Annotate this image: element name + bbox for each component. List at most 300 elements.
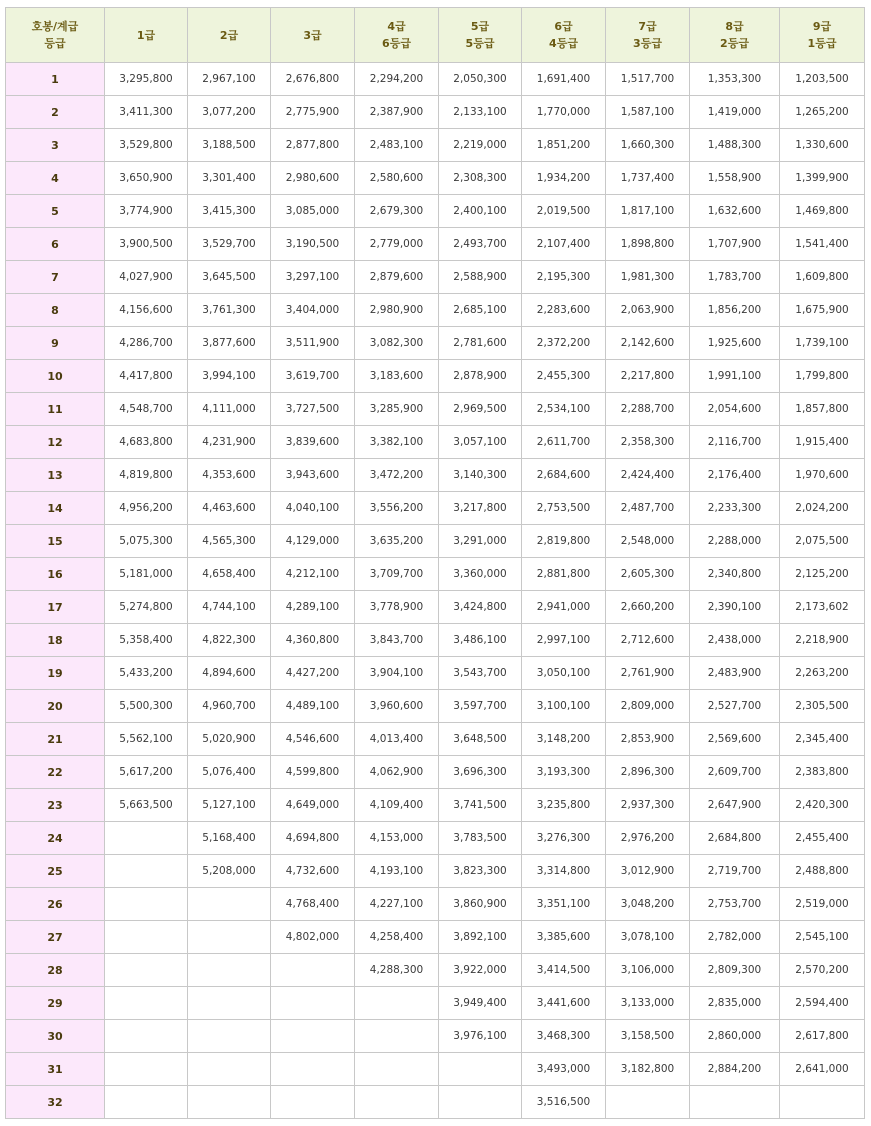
corner-header-line: 등급 xyxy=(44,37,66,50)
salary-cell: 2,896,300 xyxy=(606,756,690,789)
salary-cell: 3,351,100 xyxy=(522,888,606,921)
table-row xyxy=(6,855,865,888)
salary-cell: 4,956,200 xyxy=(105,492,188,525)
salary-cell: 2,781,600 xyxy=(439,327,522,360)
salary-cell: 4,227,100 xyxy=(355,888,439,921)
salary-cell: 3,048,200 xyxy=(606,888,690,921)
salary-cell: 3,082,300 xyxy=(355,327,439,360)
salary-cell: 4,744,100 xyxy=(188,591,271,624)
step-number-cell: 18 xyxy=(6,624,105,657)
salary-cell: 2,753,700 xyxy=(690,888,780,921)
step-number-cell: 23 xyxy=(6,789,105,822)
step-number-cell: 24 xyxy=(6,822,105,855)
salary-cell: 4,565,300 xyxy=(188,525,271,558)
grade-header-line: 7급 xyxy=(638,20,657,33)
salary-cell: 2,569,600 xyxy=(690,723,780,756)
salary-cell xyxy=(355,987,439,1020)
grade-header-line: 4등급 xyxy=(549,37,578,50)
salary-cell: 3,511,900 xyxy=(271,327,355,360)
salary-cell: 2,684,800 xyxy=(690,822,780,855)
salary-cell: 2,980,900 xyxy=(355,294,439,327)
salary-cell: 4,658,400 xyxy=(188,558,271,591)
salary-cell: 3,486,100 xyxy=(439,624,522,657)
grade-header-line: 4급 xyxy=(387,20,406,33)
salary-cell: 1,488,300 xyxy=(690,129,780,162)
salary-cell: 3,472,200 xyxy=(355,459,439,492)
salary-cell: 3,696,300 xyxy=(439,756,522,789)
salary-cell: 5,433,200 xyxy=(105,657,188,690)
salary-cell: 2,173,602 xyxy=(780,591,865,624)
salary-cell: 5,127,100 xyxy=(188,789,271,822)
salary-cell: 3,900,500 xyxy=(105,228,188,261)
salary-cell: 2,455,300 xyxy=(522,360,606,393)
salary-cell: 1,707,900 xyxy=(690,228,780,261)
salary-cell: 3,774,900 xyxy=(105,195,188,228)
salary-cell: 3,529,800 xyxy=(105,129,188,162)
salary-cell: 1,353,300 xyxy=(690,63,780,96)
salary-cell: 3,741,500 xyxy=(439,789,522,822)
salary-cell: 2,488,800 xyxy=(780,855,865,888)
salary-cell: 1,817,100 xyxy=(606,195,690,228)
step-number-cell: 32 xyxy=(6,1086,105,1119)
step-number-cell: 29 xyxy=(6,987,105,1020)
salary-cell xyxy=(271,1020,355,1053)
salary-table-container xyxy=(5,7,865,1119)
table-row xyxy=(6,1053,865,1086)
salary-cell: 2,647,900 xyxy=(690,789,780,822)
salary-cell: 3,468,300 xyxy=(522,1020,606,1053)
grade-header-cell xyxy=(105,8,188,63)
salary-cell: 2,548,000 xyxy=(606,525,690,558)
salary-cell: 2,878,900 xyxy=(439,360,522,393)
salary-cell: 1,739,100 xyxy=(780,327,865,360)
salary-cell: 4,802,000 xyxy=(271,921,355,954)
step-number-cell: 26 xyxy=(6,888,105,921)
salary-cell: 4,111,000 xyxy=(188,393,271,426)
salary-cell: 5,168,400 xyxy=(188,822,271,855)
table-row xyxy=(6,1020,865,1053)
salary-cell: 3,217,800 xyxy=(439,492,522,525)
salary-cell: 4,694,800 xyxy=(271,822,355,855)
step-number-cell: 2 xyxy=(6,96,105,129)
table-row xyxy=(6,129,865,162)
salary-cell: 3,100,100 xyxy=(522,690,606,723)
salary-cell xyxy=(188,888,271,921)
salary-cell: 3,960,600 xyxy=(355,690,439,723)
salary-cell: 1,675,900 xyxy=(780,294,865,327)
salary-cell: 4,548,700 xyxy=(105,393,188,426)
salary-cell: 2,019,500 xyxy=(522,195,606,228)
salary-cell xyxy=(188,1020,271,1053)
salary-cell: 5,617,200 xyxy=(105,756,188,789)
salary-cell: 3,783,500 xyxy=(439,822,522,855)
salary-cell: 3,556,200 xyxy=(355,492,439,525)
salary-cell: 2,997,100 xyxy=(522,624,606,657)
salary-cell: 2,483,900 xyxy=(690,657,780,690)
salary-cell: 2,054,600 xyxy=(690,393,780,426)
salary-cell: 3,133,000 xyxy=(606,987,690,1020)
grade-header-line: 1급 xyxy=(136,28,156,42)
salary-cell: 2,941,000 xyxy=(522,591,606,624)
salary-cell: 3,297,100 xyxy=(271,261,355,294)
salary-cell: 1,915,400 xyxy=(780,426,865,459)
salary-cell xyxy=(105,954,188,987)
salary-cell: 5,020,900 xyxy=(188,723,271,756)
salary-cell: 3,441,600 xyxy=(522,987,606,1020)
salary-cell: 3,050,100 xyxy=(522,657,606,690)
salary-cell: 3,140,300 xyxy=(439,459,522,492)
salary-cell: 1,737,400 xyxy=(606,162,690,195)
salary-cell: 3,597,700 xyxy=(439,690,522,723)
salary-cell: 2,116,700 xyxy=(690,426,780,459)
table-row xyxy=(6,558,865,591)
step-number-cell: 6 xyxy=(6,228,105,261)
salary-cell: 1,330,600 xyxy=(780,129,865,162)
salary-cell: 5,076,400 xyxy=(188,756,271,789)
grade-header-line: 6급 xyxy=(554,20,573,33)
salary-cell: 3,619,700 xyxy=(271,360,355,393)
salary-cell: 1,265,200 xyxy=(780,96,865,129)
table-row xyxy=(6,393,865,426)
salary-cell: 2,980,600 xyxy=(271,162,355,195)
salary-cell xyxy=(690,1086,780,1119)
salary-cell: 2,719,700 xyxy=(690,855,780,888)
step-number-cell: 20 xyxy=(6,690,105,723)
salary-cell: 4,894,600 xyxy=(188,657,271,690)
salary-cell: 1,970,600 xyxy=(780,459,865,492)
table-row xyxy=(6,921,865,954)
salary-cell: 3,314,800 xyxy=(522,855,606,888)
salary-cell: 2,976,200 xyxy=(606,822,690,855)
salary-cell: 4,109,400 xyxy=(355,789,439,822)
salary-cell: 3,291,000 xyxy=(439,525,522,558)
table-row xyxy=(6,822,865,855)
salary-cell xyxy=(188,1053,271,1086)
salary-cell: 3,424,800 xyxy=(439,591,522,624)
salary-cell: 2,679,300 xyxy=(355,195,439,228)
salary-cell: 4,819,800 xyxy=(105,459,188,492)
salary-cell xyxy=(188,921,271,954)
salary-cell: 2,685,100 xyxy=(439,294,522,327)
salary-cell: 3,648,500 xyxy=(439,723,522,756)
salary-cell: 3,182,800 xyxy=(606,1053,690,1086)
step-number-cell: 3 xyxy=(6,129,105,162)
salary-cell: 3,276,300 xyxy=(522,822,606,855)
salary-cell: 2,545,100 xyxy=(780,921,865,954)
grade-header-cell xyxy=(780,8,865,63)
table-row xyxy=(6,1086,865,1119)
salary-cell: 4,649,000 xyxy=(271,789,355,822)
grade-header-cell xyxy=(355,8,439,63)
grade-header-cell xyxy=(690,8,780,63)
salary-cell: 3,360,000 xyxy=(439,558,522,591)
salary-cell: 1,691,400 xyxy=(522,63,606,96)
salary-cell: 4,427,200 xyxy=(271,657,355,690)
salary-cell: 5,075,300 xyxy=(105,525,188,558)
salary-cell: 5,274,800 xyxy=(105,591,188,624)
salary-cell: 4,353,600 xyxy=(188,459,271,492)
salary-cell: 3,493,000 xyxy=(522,1053,606,1086)
salary-cell: 3,943,600 xyxy=(271,459,355,492)
salary-cell: 3,823,300 xyxy=(439,855,522,888)
salary-cell: 1,783,700 xyxy=(690,261,780,294)
salary-cell: 2,809,300 xyxy=(690,954,780,987)
salary-cell: 1,399,900 xyxy=(780,162,865,195)
table-body xyxy=(6,63,865,1119)
salary-cell: 2,835,000 xyxy=(690,987,780,1020)
salary-cell: 3,645,500 xyxy=(188,261,271,294)
salary-cell: 2,884,200 xyxy=(690,1053,780,1086)
header-row xyxy=(6,8,865,63)
salary-cell: 2,860,000 xyxy=(690,1020,780,1053)
salary-cell: 1,660,300 xyxy=(606,129,690,162)
salary-cell: 3,106,000 xyxy=(606,954,690,987)
step-number-cell: 9 xyxy=(6,327,105,360)
salary-cell: 3,057,100 xyxy=(439,426,522,459)
salary-cell: 4,768,400 xyxy=(271,888,355,921)
grade-header-cell xyxy=(271,8,355,63)
salary-cell xyxy=(188,1086,271,1119)
salary-cell: 1,558,900 xyxy=(690,162,780,195)
table-row xyxy=(6,294,865,327)
salary-cell: 2,809,000 xyxy=(606,690,690,723)
salary-cell: 4,683,800 xyxy=(105,426,188,459)
salary-cell: 2,967,100 xyxy=(188,63,271,96)
salary-cell: 2,779,000 xyxy=(355,228,439,261)
salary-cell: 4,417,800 xyxy=(105,360,188,393)
step-number-cell: 12 xyxy=(6,426,105,459)
salary-cell: 2,753,500 xyxy=(522,492,606,525)
salary-cell: 3,709,700 xyxy=(355,558,439,591)
salary-cell: 2,372,200 xyxy=(522,327,606,360)
salary-cell: 3,158,500 xyxy=(606,1020,690,1053)
salary-cell: 3,183,600 xyxy=(355,360,439,393)
salary-cell: 2,142,600 xyxy=(606,327,690,360)
step-number-cell: 7 xyxy=(6,261,105,294)
salary-cell: 2,387,900 xyxy=(355,96,439,129)
salary-cell: 3,860,900 xyxy=(439,888,522,921)
salary-cell: 2,483,100 xyxy=(355,129,439,162)
grade-header-line: 6등급 xyxy=(382,37,411,50)
salary-cell xyxy=(780,1086,865,1119)
salary-cell xyxy=(105,1053,188,1086)
grade-header-line: 2등급 xyxy=(720,37,749,50)
salary-cell: 2,487,700 xyxy=(606,492,690,525)
step-number-cell: 13 xyxy=(6,459,105,492)
table-row xyxy=(6,261,865,294)
step-number-cell: 19 xyxy=(6,657,105,690)
salary-cell xyxy=(188,954,271,987)
salary-cell xyxy=(271,954,355,987)
step-number-cell: 17 xyxy=(6,591,105,624)
salary-table xyxy=(5,7,865,1119)
salary-cell: 2,024,200 xyxy=(780,492,865,525)
salary-cell: 2,676,800 xyxy=(271,63,355,96)
salary-cell: 4,193,100 xyxy=(355,855,439,888)
salary-cell xyxy=(606,1086,690,1119)
table-row xyxy=(6,426,865,459)
salary-cell: 4,231,900 xyxy=(188,426,271,459)
salary-cell: 2,176,400 xyxy=(690,459,780,492)
table-row xyxy=(6,789,865,822)
step-number-cell: 15 xyxy=(6,525,105,558)
salary-cell xyxy=(105,855,188,888)
salary-cell: 3,994,100 xyxy=(188,360,271,393)
salary-cell: 2,588,900 xyxy=(439,261,522,294)
table-row xyxy=(6,492,865,525)
salary-cell: 3,414,500 xyxy=(522,954,606,987)
salary-cell: 4,289,100 xyxy=(271,591,355,624)
salary-cell: 2,879,600 xyxy=(355,261,439,294)
salary-cell: 2,383,800 xyxy=(780,756,865,789)
salary-cell: 2,075,500 xyxy=(780,525,865,558)
salary-cell: 2,594,400 xyxy=(780,987,865,1020)
salary-cell: 1,799,800 xyxy=(780,360,865,393)
salary-cell: 4,288,300 xyxy=(355,954,439,987)
salary-cell: 2,641,000 xyxy=(780,1053,865,1086)
salary-cell: 3,382,100 xyxy=(355,426,439,459)
salary-cell: 2,617,800 xyxy=(780,1020,865,1053)
grade-header-line: 3급 xyxy=(303,28,322,42)
salary-cell xyxy=(439,1086,522,1119)
step-number-cell: 22 xyxy=(6,756,105,789)
salary-cell: 2,881,800 xyxy=(522,558,606,591)
salary-cell: 5,663,500 xyxy=(105,789,188,822)
salary-cell: 4,156,600 xyxy=(105,294,188,327)
salary-cell: 2,288,700 xyxy=(606,393,690,426)
step-number-cell: 10 xyxy=(6,360,105,393)
salary-cell: 2,712,600 xyxy=(606,624,690,657)
step-number-cell: 11 xyxy=(6,393,105,426)
salary-cell: 3,727,500 xyxy=(271,393,355,426)
salary-cell: 2,063,900 xyxy=(606,294,690,327)
salary-cell: 3,411,300 xyxy=(105,96,188,129)
salary-cell: 3,650,900 xyxy=(105,162,188,195)
salary-cell: 2,358,300 xyxy=(606,426,690,459)
salary-cell xyxy=(105,1020,188,1053)
salary-cell: 1,857,800 xyxy=(780,393,865,426)
table-row xyxy=(6,657,865,690)
salary-cell xyxy=(355,1020,439,1053)
salary-cell: 3,922,000 xyxy=(439,954,522,987)
salary-cell: 2,420,300 xyxy=(780,789,865,822)
salary-cell xyxy=(271,1053,355,1086)
salary-cell: 2,283,600 xyxy=(522,294,606,327)
salary-cell: 1,991,100 xyxy=(690,360,780,393)
salary-cell: 2,438,000 xyxy=(690,624,780,657)
salary-cell xyxy=(439,1053,522,1086)
table-row xyxy=(6,624,865,657)
step-number-cell: 14 xyxy=(6,492,105,525)
table-row xyxy=(6,888,865,921)
table-header xyxy=(6,8,865,63)
salary-cell: 3,301,400 xyxy=(188,162,271,195)
salary-cell: 4,822,300 xyxy=(188,624,271,657)
salary-cell: 3,635,200 xyxy=(355,525,439,558)
salary-cell: 2,853,900 xyxy=(606,723,690,756)
salary-cell: 1,469,800 xyxy=(780,195,865,228)
salary-cell xyxy=(188,987,271,1020)
salary-cell: 2,609,700 xyxy=(690,756,780,789)
salary-cell: 2,534,100 xyxy=(522,393,606,426)
salary-cell: 2,761,900 xyxy=(606,657,690,690)
step-number-cell: 8 xyxy=(6,294,105,327)
table-row xyxy=(6,459,865,492)
salary-cell xyxy=(271,1086,355,1119)
salary-cell: 2,218,900 xyxy=(780,624,865,657)
salary-cell: 2,969,500 xyxy=(439,393,522,426)
salary-cell: 3,516,500 xyxy=(522,1086,606,1119)
salary-cell: 3,892,100 xyxy=(439,921,522,954)
salary-cell: 2,263,200 xyxy=(780,657,865,690)
salary-cell: 2,133,100 xyxy=(439,96,522,129)
salary-cell: 5,181,000 xyxy=(105,558,188,591)
salary-cell: 5,562,100 xyxy=(105,723,188,756)
table-row xyxy=(6,96,865,129)
salary-cell: 2,217,800 xyxy=(606,360,690,393)
salary-cell: 5,500,300 xyxy=(105,690,188,723)
grade-header-cell xyxy=(439,8,522,63)
grade-header-line: 1등급 xyxy=(807,37,837,50)
salary-cell: 4,546,600 xyxy=(271,723,355,756)
salary-cell: 1,898,800 xyxy=(606,228,690,261)
salary-cell: 2,125,200 xyxy=(780,558,865,591)
table-row xyxy=(6,195,865,228)
salary-cell xyxy=(271,987,355,1020)
salary-cell: 3,761,300 xyxy=(188,294,271,327)
salary-cell xyxy=(355,1053,439,1086)
step-number-cell: 25 xyxy=(6,855,105,888)
salary-cell: 1,419,000 xyxy=(690,96,780,129)
salary-cell: 2,819,800 xyxy=(522,525,606,558)
step-number-cell: 30 xyxy=(6,1020,105,1053)
step-number-cell: 16 xyxy=(6,558,105,591)
salary-cell: 1,851,200 xyxy=(522,129,606,162)
salary-cell: 3,188,500 xyxy=(188,129,271,162)
salary-cell: 4,212,100 xyxy=(271,558,355,591)
grade-header-line: 3등급 xyxy=(633,37,662,50)
salary-cell: 4,062,900 xyxy=(355,756,439,789)
table-row xyxy=(6,723,865,756)
salary-cell: 2,527,700 xyxy=(690,690,780,723)
salary-cell: 1,203,500 xyxy=(780,63,865,96)
salary-cell: 1,770,000 xyxy=(522,96,606,129)
step-number-cell: 1 xyxy=(6,63,105,96)
salary-cell: 2,424,400 xyxy=(606,459,690,492)
salary-cell: 3,190,500 xyxy=(271,228,355,261)
table-row xyxy=(6,525,865,558)
salary-cell: 2,345,400 xyxy=(780,723,865,756)
salary-cell: 2,611,700 xyxy=(522,426,606,459)
salary-cell: 3,012,900 xyxy=(606,855,690,888)
salary-cell: 1,541,400 xyxy=(780,228,865,261)
salary-cell: 4,040,100 xyxy=(271,492,355,525)
salary-cell xyxy=(105,822,188,855)
salary-cell: 3,285,900 xyxy=(355,393,439,426)
salary-cell: 2,580,600 xyxy=(355,162,439,195)
salary-cell: 1,934,200 xyxy=(522,162,606,195)
salary-cell: 2,233,300 xyxy=(690,492,780,525)
salary-cell xyxy=(105,921,188,954)
grade-header-cell xyxy=(522,8,606,63)
salary-cell: 2,570,200 xyxy=(780,954,865,987)
salary-cell: 3,295,800 xyxy=(105,63,188,96)
salary-cell: 1,856,200 xyxy=(690,294,780,327)
salary-cell: 3,085,000 xyxy=(271,195,355,228)
salary-cell: 4,258,400 xyxy=(355,921,439,954)
grade-header-cell xyxy=(606,8,690,63)
salary-cell xyxy=(355,1086,439,1119)
